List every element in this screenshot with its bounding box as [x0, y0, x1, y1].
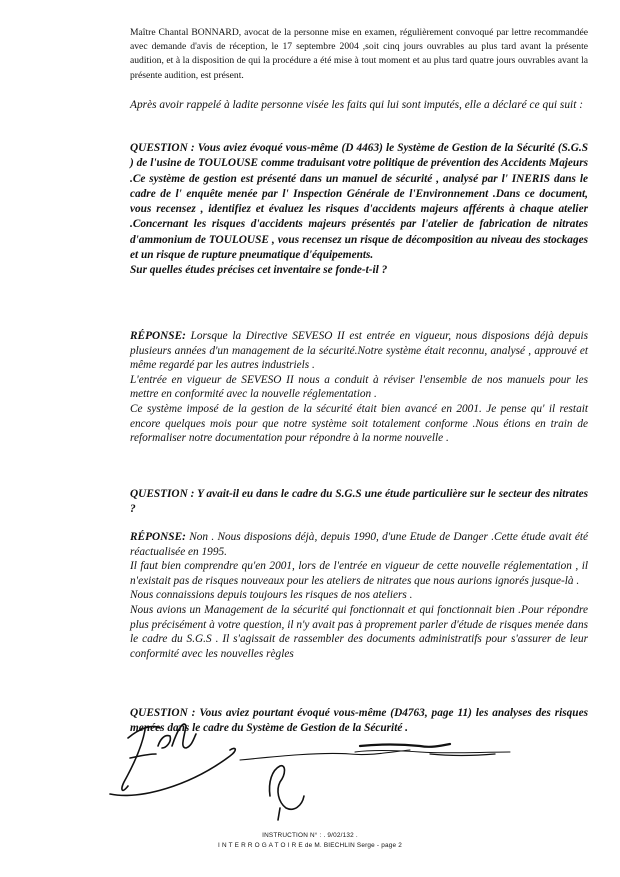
answer-2-para-2: Il faut bien comprendre qu'en 2001, lors de l'entrée en vigueur de cette nouvelle réglementation , il n'existait pas de risques nouveaux pour les ateliers de nitrates que nous aurions ignorés jusque-là . — [130, 560, 588, 587]
question-1-text-end: Sur quelles études précises cet inventaire se fonde-t-il ? — [130, 264, 388, 277]
question-1-label: QUESTION : — [130, 142, 195, 154]
footer-interrogatoire-page: I N T E R R O G A T O I R E de M. BIECHLIN Serge - page 2 — [218, 842, 402, 849]
answer-2-para-3: Nous connaissions depuis toujours les risques de nos ateliers . — [130, 589, 413, 602]
answer-1-para-3: Ce système imposé de la gestion de la sécurité était bien avancé en 2001. Je pense qu' il restait encore quelques mois pour que notre système soit totalement conforme .Nous étions en train de reformaliser notre documentation pour répondre à la norme nouvelle . — [130, 402, 588, 445]
question-2 — [130, 487, 588, 518]
answer-1-para-1: Lorsque la Directive SEVESO II est entrée en vigueur, nous disposions déjà depuis plusieurs années d'un management de la sécurité.Notre système était reconnu, analysé , approuvé et même regardé par les autres industriels . — [130, 330, 588, 372]
question-1-text: Vous aviez évoqué vous-même (D 4463) le Système de Gestion de la Sécurité (S.G.S ) de l'usine de TOULOUSE comme traduisant votre politique de prévention des Accidents Majeurs .Ce système de gestion est présenté dans un manuel de sécurité , analysé par l' INERIS dans le cadre de l' enquête menée par l' Inspection Générale de l'Environnement .Dans ce document, vous recensez , identifiez et évaluez les risques d'accidents majeurs afférents à chaque atelier .Concernant les risques d'accidents majeurs présentés par l'atelier de fabrication de nitrates d'ammonium de TOULOUSE , vous recensez un risque de décomposition au niveau des stockages et un risque de rupture pneumatique d'équipements. — [130, 142, 588, 262]
answer-1-label: RÉPONSE: — [130, 330, 186, 342]
answer-2-para-1: Non . Nous disposions déjà, depuis 1990, d'une Etude de Danger .Cette étude avait été réactualisée en 1995. — [130, 531, 588, 558]
answer-2-label: RÉPONSE: — [130, 531, 186, 543]
answer-2-para-4: Nous avions un Management de la sécurité qui fonctionnait et qui fonctionnait bien .Pour répondre plus précisément à votre question, il n'y avait pas à proprement parler d'étude de risques menée dans le cadre du S.G.S . Il s'agissait de rassembler des documents administratifs pour s'assurer de leur conformité avec les nouvelles règles — [130, 603, 588, 660]
answer-1-para-2: L'entrée en vigueur de SEVESO II nous a conduit à réviser l'ensemble de nos manuels pour les mettre en conformité avec la nouvelle réglementation . — [130, 373, 588, 401]
question-3-label: QUESTION : — [130, 707, 196, 719]
answer-1 — [130, 329, 588, 446]
question-1 — [130, 141, 588, 279]
attorney-presence-paragraph: Maître Chantal BONNARD, avocat de la personne mise en examen, régulièrement convoqué par lettre recommandée avec demande d'avis de réception, le 17 septembre 2004 ,soit cinq jours ouvrables au plus tard avant la présente audition, et à la disposition de qui la procédure a été mise à tout moment et au plus tard quatre jours ouvrables avant la présente audition, est présent. — [130, 27, 588, 81]
answer-2 — [130, 530, 588, 661]
recall-statement: Après avoir rappelé à ladite personne visée les faits qui lui sont imputés, elle a déclaré ce qui suit : — [130, 99, 584, 111]
question-2-text: Y avait-il eu dans le cadre du S.G.S une étude particulière sur le secteur des nitrates ? — [130, 488, 588, 516]
footer-instruction-number: INSTRUCTION N° : . 9/02/132 . — [262, 832, 358, 839]
handwritten-signatures — [100, 716, 560, 826]
question-2-label: QUESTION : — [130, 488, 195, 500]
question-3-text: Vous aviez pourtant évoqué vous-même (D4763, page 11) les analyses des risques menées dans le cadre du Système de Gestion de la Sécurité . — [130, 707, 588, 735]
